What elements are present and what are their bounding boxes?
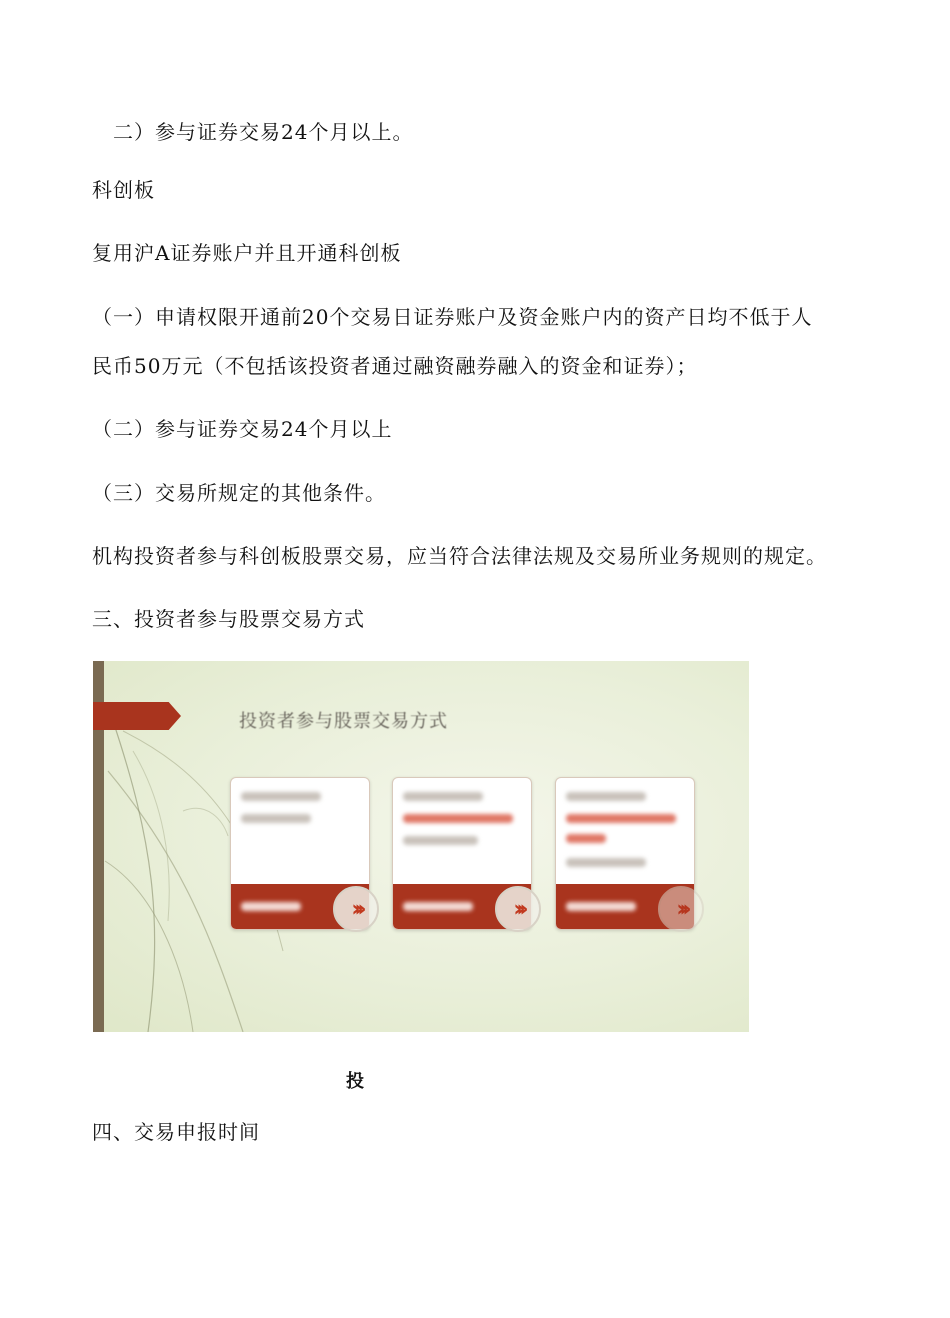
chevron-right-icon: ››› bbox=[658, 886, 704, 932]
image-caption: 投 bbox=[346, 1071, 364, 1092]
chevron-right-icon: ››› bbox=[333, 886, 379, 932]
slide-image bbox=[93, 661, 749, 1032]
blurred-text bbox=[241, 792, 321, 801]
paragraph-3: 复用沪A证券账户并且开通科创板 bbox=[92, 241, 402, 265]
paragraph-2: 科创板 bbox=[92, 178, 155, 202]
section-heading-4: 四、交易申报时间 bbox=[92, 1120, 260, 1144]
paragraph-4: （一）申请权限开通前20个交易日证券账户及资金账户内的资产日均不低于人 bbox=[92, 305, 813, 329]
blurred-text bbox=[566, 834, 606, 843]
blurred-text bbox=[403, 792, 483, 801]
paragraph-1: 二）参与证券交易24个月以上。 bbox=[113, 120, 414, 144]
blurred-text bbox=[566, 792, 646, 801]
blurred-text bbox=[566, 902, 636, 911]
chevron-right-icon: ››› bbox=[495, 886, 541, 932]
section-heading-3: 三、投资者参与股票交易方式 bbox=[92, 607, 365, 631]
paragraph-7: （三）交易所规定的其他条件。 bbox=[92, 481, 386, 505]
slide-title: 投资者参与股票交易方式 bbox=[239, 711, 448, 732]
blurred-text bbox=[403, 814, 513, 823]
slide-title-flag bbox=[93, 702, 181, 730]
blurred-text bbox=[403, 836, 478, 845]
paragraph-6: （二）参与证券交易24个月以上 bbox=[92, 417, 393, 441]
blurred-text bbox=[241, 814, 311, 823]
blurred-text bbox=[566, 858, 646, 867]
blurred-text bbox=[566, 814, 676, 823]
paragraph-5: 民币50万元（不包括该投资者通过融资融券融入的资金和证券）； bbox=[92, 354, 698, 378]
paragraph-8: 机构投资者参与科创板股票交易，应当符合法律法规及交易所业务规则的规定。 bbox=[92, 544, 827, 568]
blurred-text bbox=[403, 902, 473, 911]
blurred-text bbox=[241, 902, 301, 911]
